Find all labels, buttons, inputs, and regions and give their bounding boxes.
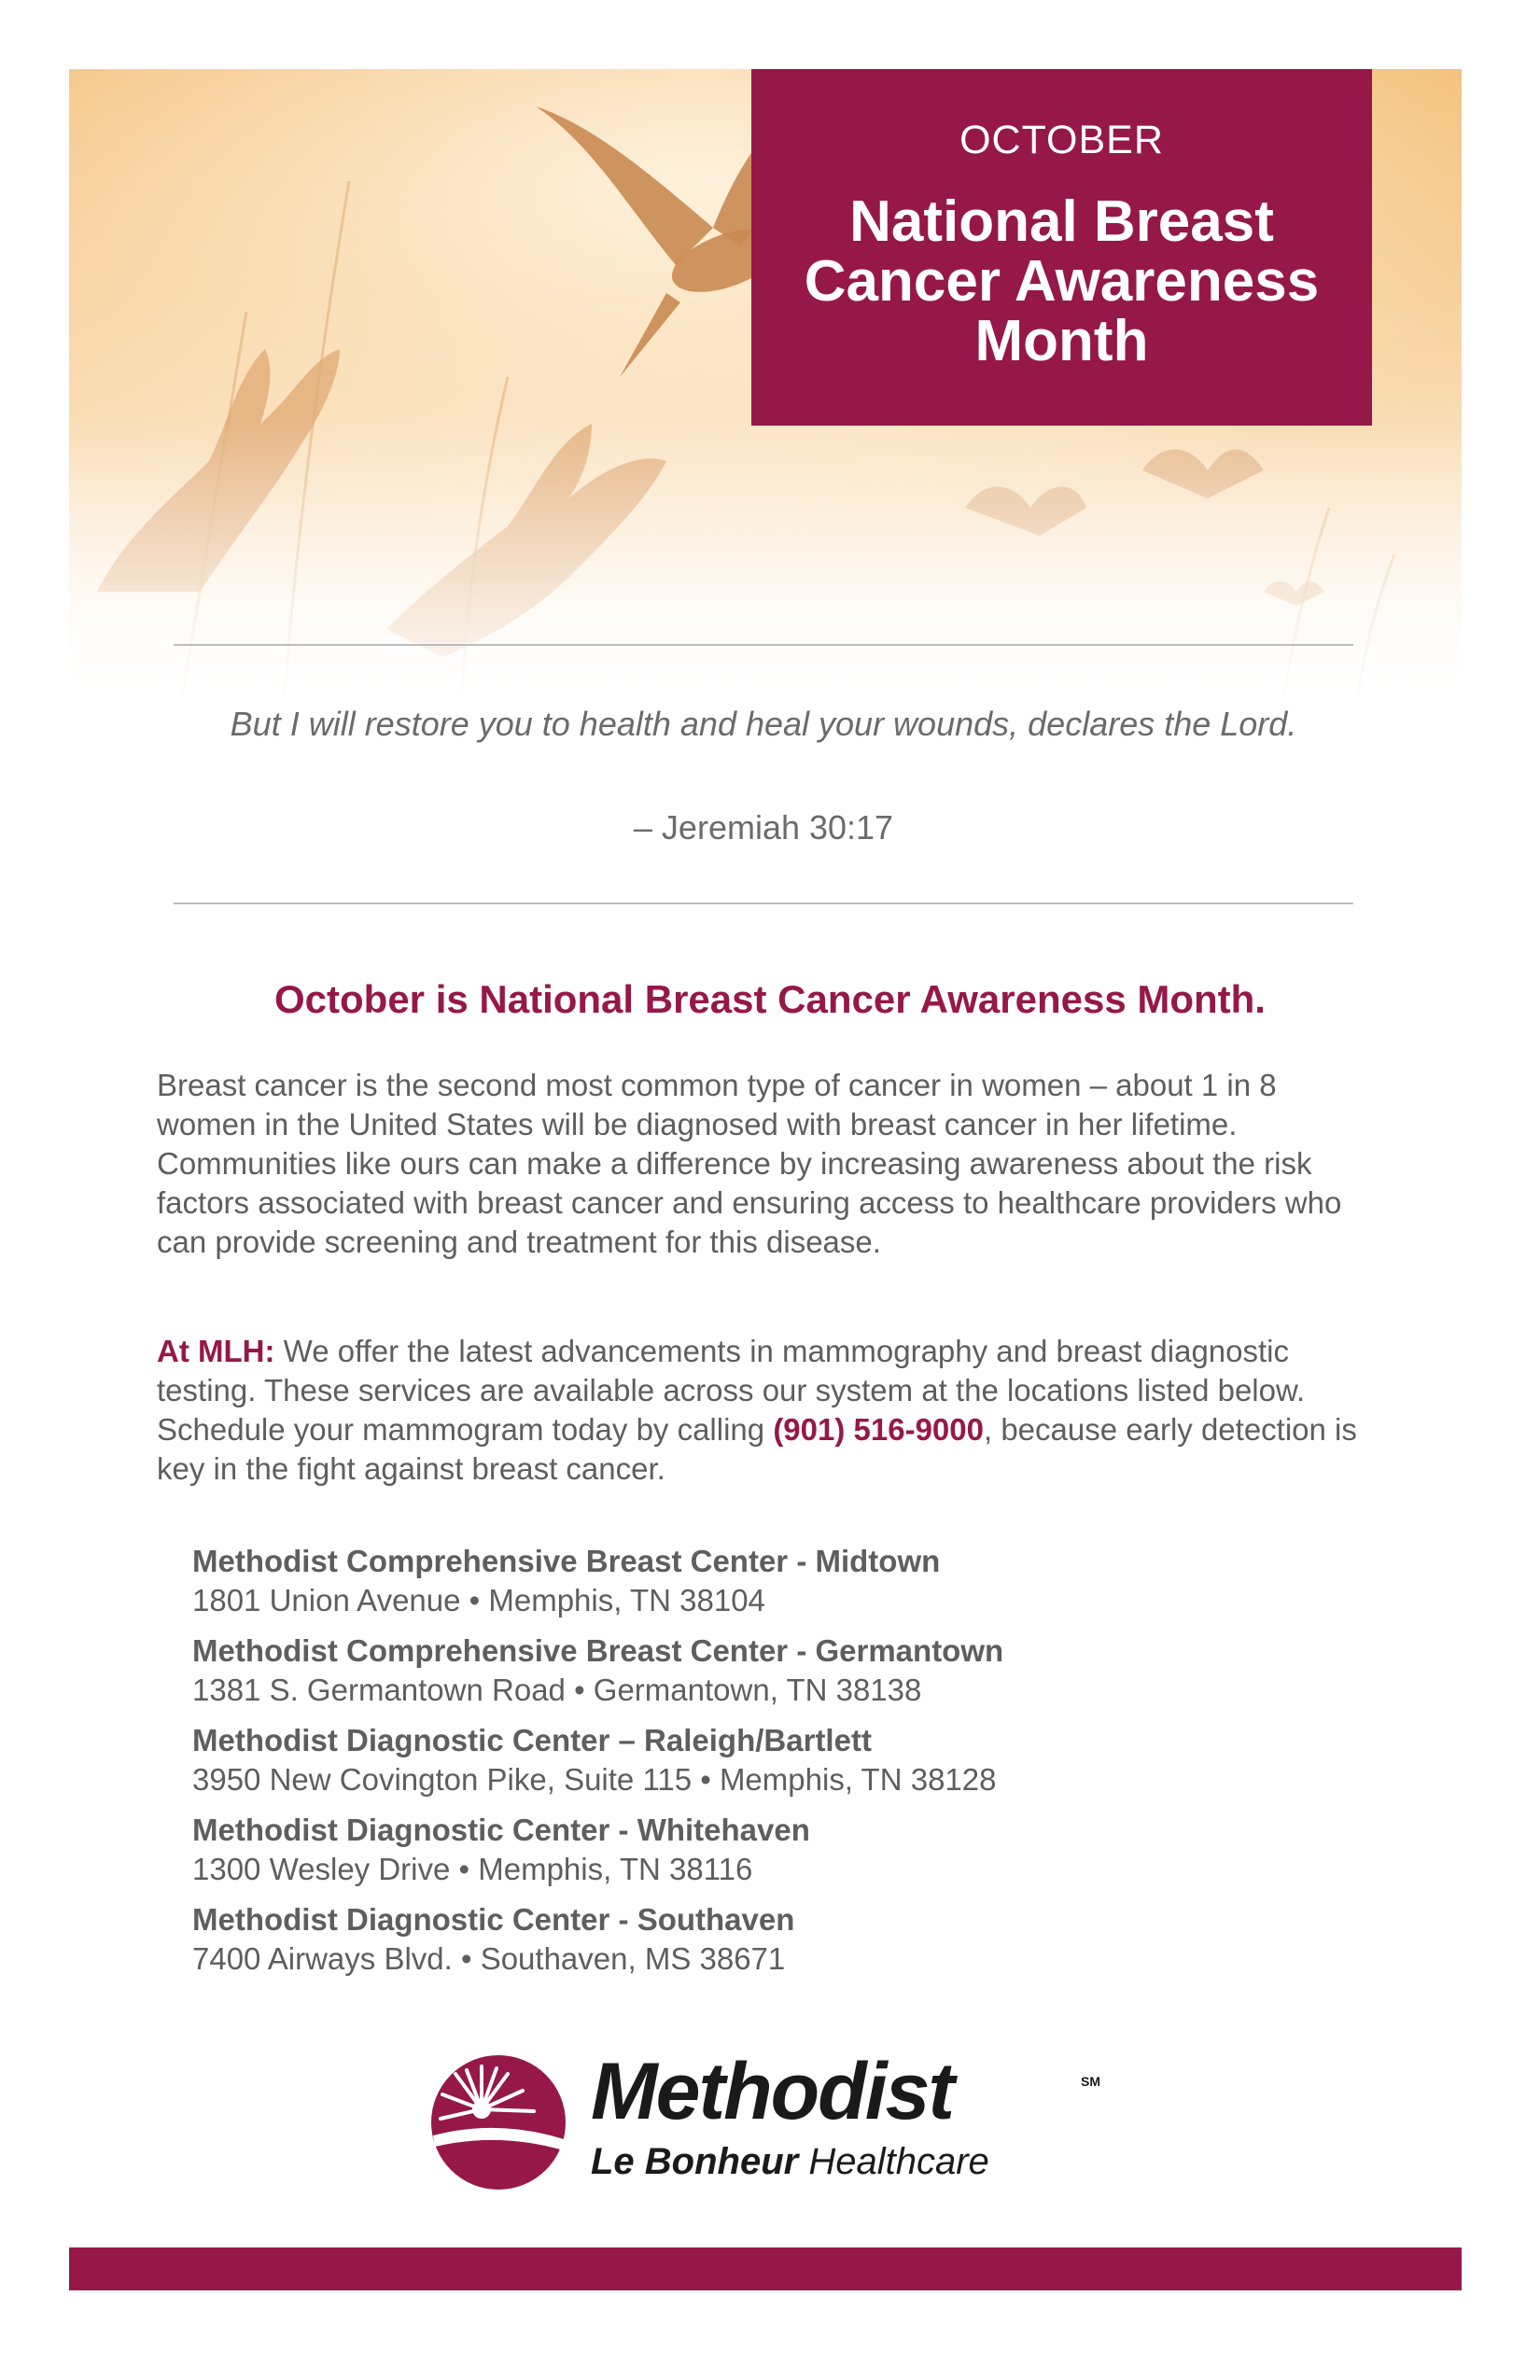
sunburst-logo-icon bbox=[429, 2053, 567, 2191]
intro-paragraph: Breast cancer is the second most common type of cancer in women – about 1 in 8 women in the United States will be diagnosed with breast cancer in her lifetime. Communities like ours can make a difference by increasing awareness about the risk factors associated with breast cancer and ensuring access to healthcare providers who can provide screening and treatment for this disease. bbox=[157, 1068, 1342, 1259]
location-item bbox=[192, 1721, 1312, 1799]
month-label: OCTOBER bbox=[959, 118, 1164, 162]
location-item bbox=[192, 1631, 1312, 1710]
location-name: Methodist Diagnostic Center - Southaven bbox=[192, 1902, 795, 1937]
location-item bbox=[192, 1811, 1312, 1889]
location-item bbox=[192, 1900, 1312, 1979]
logo-sub-regular: Healthcare bbox=[798, 2141, 989, 2182]
title-panel bbox=[751, 69, 1372, 426]
divider-top bbox=[174, 644, 1353, 646]
location-name: Methodist Comprehensive Breast Center - Midtown bbox=[192, 1544, 941, 1578]
logo-wordmark: Methodist bbox=[591, 2047, 954, 2136]
scripture-quote: But I will restore you to health and heal your wounds, declares the Lord. bbox=[230, 705, 1297, 743]
locations-list bbox=[192, 1542, 1312, 1990]
location-address: 3950 New Covington Pike, Suite 115 • Memphis, TN 38128 bbox=[192, 1762, 997, 1797]
location-item bbox=[192, 1542, 1312, 1620]
mlh-paragraph bbox=[157, 1332, 1370, 1489]
location-name: Methodist Comprehensive Breast Center - Germantown bbox=[192, 1633, 1004, 1668]
methodist-logo bbox=[429, 2047, 1139, 2193]
location-address: 7400 Airways Blvd. • Southaven, MS 38671 bbox=[192, 1941, 786, 1976]
mlh-text-end: , because early detection is key in the fight against breast cancer. bbox=[157, 1412, 1357, 1486]
page-title: National Breast Cancer Awareness Month bbox=[804, 189, 1320, 373]
location-address: 1300 Wesley Drive • Memphis, TN 38116 bbox=[192, 1852, 753, 1886]
location-address: 1801 Union Avenue • Memphis, TN 38104 bbox=[192, 1583, 765, 1617]
logo-subtitle bbox=[591, 2141, 989, 2183]
section-heading: October is National Breast Cancer Awareness Month. bbox=[274, 977, 1266, 1021]
mlh-label: At MLH: bbox=[157, 1334, 275, 1368]
phone-number[interactable]: (901) 516-9000 bbox=[773, 1412, 984, 1447]
logo-service-mark: SM bbox=[1081, 2074, 1100, 2089]
logo-sub-bold: Le Bonheur bbox=[591, 2141, 799, 2182]
location-address: 1381 S. Germantown Road • Germantown, TN 38138 bbox=[192, 1673, 922, 1707]
mlh-text: We offer the latest advancements in mammography and breast diagnostic testing. These services are available across our system at the locations listed below. Schedule your mammogram today by calling bbox=[157, 1334, 1306, 1447]
footer-bar bbox=[69, 2247, 1462, 2290]
scripture-citation: – Jeremiah 30:17 bbox=[633, 808, 894, 847]
location-name: Methodist Diagnostic Center - Whitehaven bbox=[192, 1813, 810, 1847]
location-name: Methodist Diagnostic Center – Raleigh/Bartlett bbox=[192, 1723, 872, 1757]
divider-bottom bbox=[174, 903, 1353, 904]
